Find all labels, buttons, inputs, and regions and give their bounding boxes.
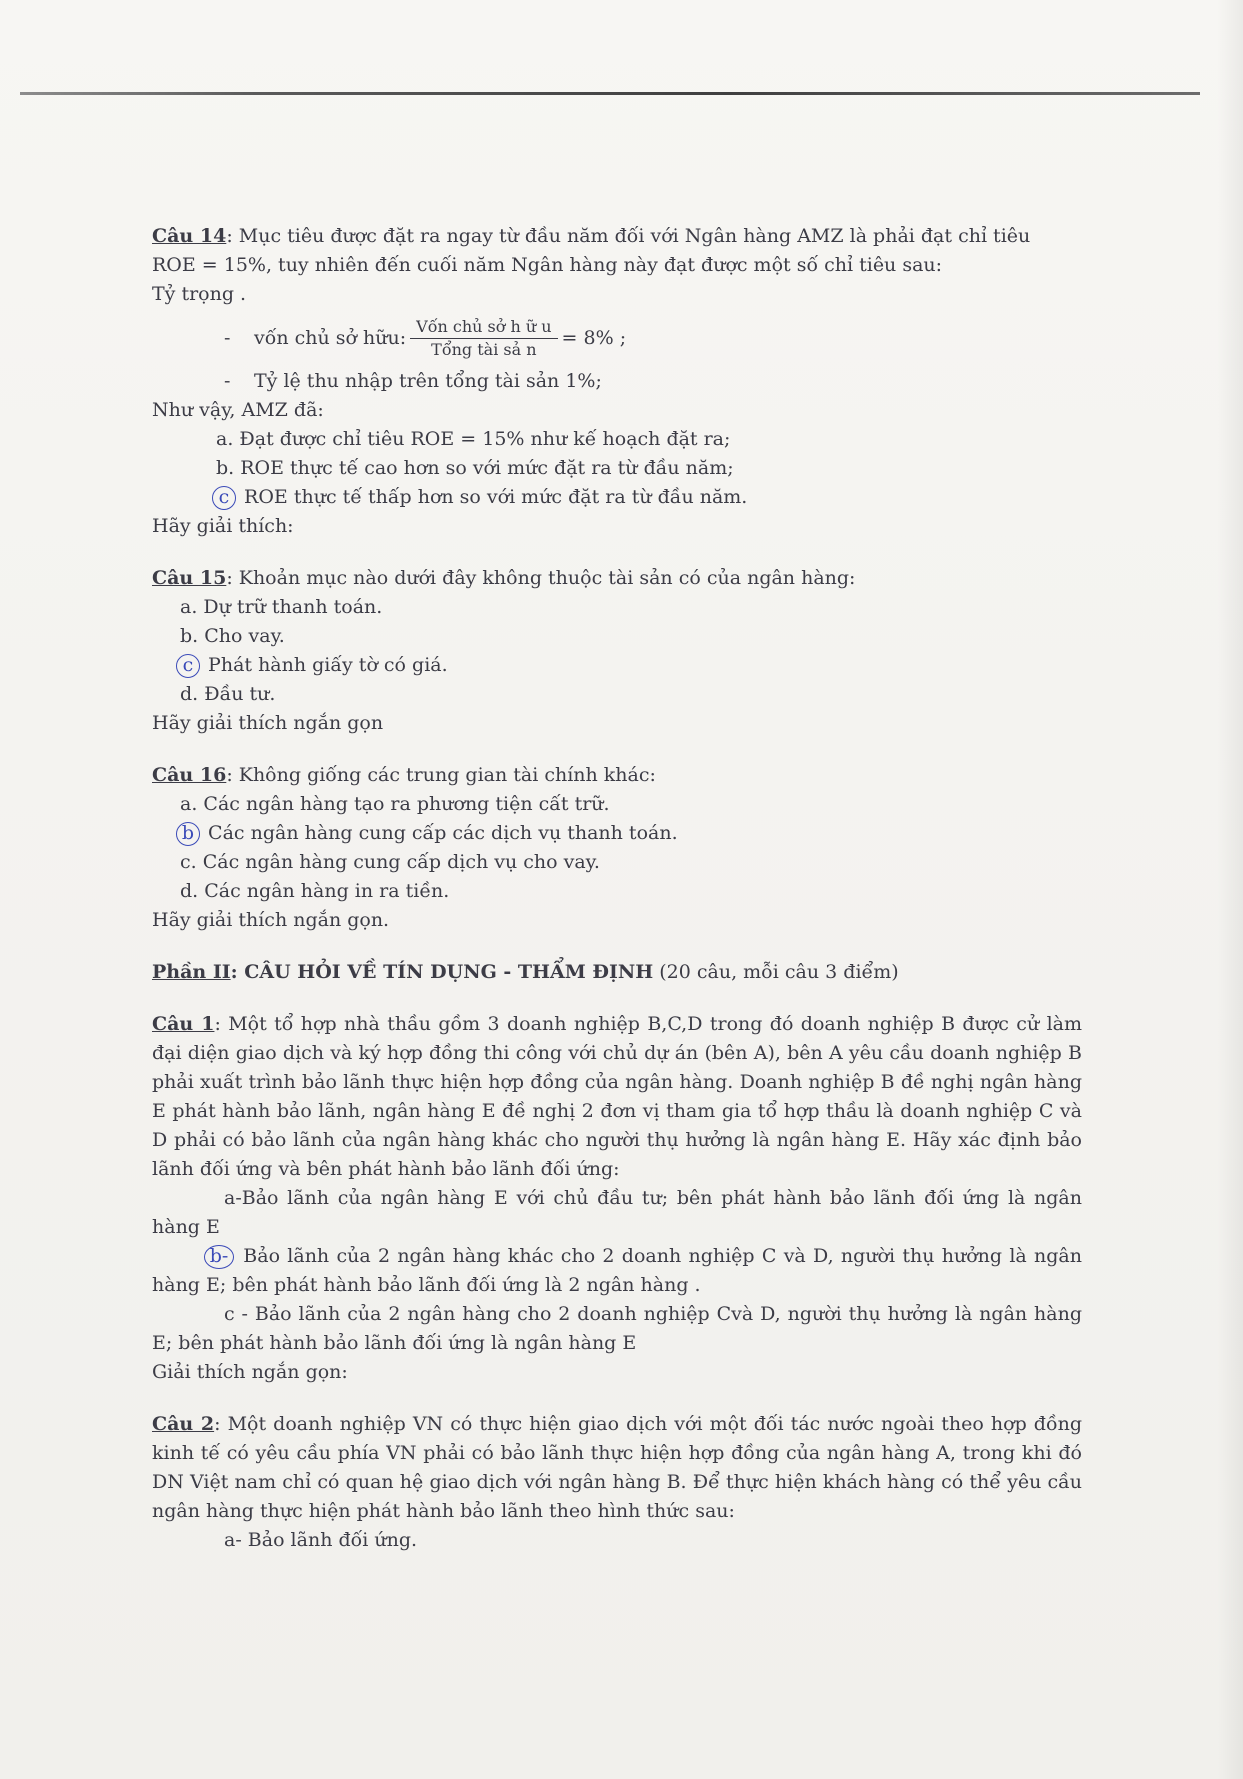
answer-option: c - Bảo lãnh của 2 ngân hàng cho 2 doanh nghiệp Cvà D, người thụ hưởng là ngân hàng E; bên phát hành bảo lãnh đối ứng là ngân hàng E xyxy=(152,1303,1082,1354)
question-15 xyxy=(152,564,1082,738)
scan-edge-shade xyxy=(1217,0,1243,1779)
fraction-denominator: Tổng tài sả n xyxy=(431,339,537,359)
formula-row: - vốn chủ sở hữu: $\frac{\text{Vốn chủ sở h ữ u}}{\text{Tổng tài sả n}}$ = 8% ; xyxy=(224,316,627,359)
circled-answer-mark: b- xyxy=(204,1245,234,1269)
question-label: Câu 1 xyxy=(152,1013,215,1035)
question-intro: : Mục tiêu được đặt ra ngay từ đầu năm đối với Ngân hàng AMZ là phải đạt chỉ tiêu xyxy=(226,225,1031,247)
section-heading: Phần II: CÂU HỎI VỀ TÍN DỤNG - THẨM ĐỊNH (20 câu, mỗi câu 3 điểm) xyxy=(152,961,899,983)
question-intro-line: ROE = 15%, tuy nhiên đến cuối năm Ngân hàng này đạt được một số chỉ tiêu sau: xyxy=(152,254,943,276)
question-body: : Một doanh nghiệp VN có thực hiện giao dịch với một đối tác nước ngoài theo hợp đồng kinh tế có yêu cầu phía VN phải có bảo lãnh thực hiện hợp đồng của ngân hàng A, trong khi đó DN Việt nam chỉ có quan hệ giao dịch với ngân hàng B. Để thực hiện khách hàng có thể yêu cầu ngân hàng thực hiện phát hành bảo lãnh theo hình thức sau: xyxy=(152,1413,1082,1522)
answer-option-selected: b- Bảo lãnh của 2 ngân hàng khác cho 2 doanh nghiệp C và D, người thụ hưởng là ngân hàng E; bên phát hành bảo lãnh đối ứng là 2 ngân hàng . xyxy=(152,1245,1082,1296)
question-16 xyxy=(152,761,1082,935)
circled-answer-mark: b xyxy=(176,822,200,846)
header-rule xyxy=(20,92,1200,95)
answer-option: c. Các ngân hàng cung cấp dịch vụ cho vay. xyxy=(180,851,600,873)
explain-prompt: Hãy giải thích: xyxy=(152,515,294,537)
answer-option: a. Các ngân hàng tạo ra phương tiện cất trữ. xyxy=(180,793,610,815)
explain-prompt: Giải thích ngắn gọn: xyxy=(152,1361,348,1383)
circled-answer-mark: c xyxy=(212,486,236,510)
question-intro: : Khoản mục nào dưới đây không thuộc tài sản có của ngân hàng: xyxy=(226,567,856,589)
answer-option: a. Đạt được chỉ tiêu ROE = 15% như kế hoạch đặt ra; xyxy=(216,428,731,450)
document-body xyxy=(152,222,1082,1555)
fraction xyxy=(410,316,557,361)
answer-option: a. Dự trữ thanh toán. xyxy=(180,596,383,618)
fraction-numerator: Vốn chủ sở h ữ u xyxy=(410,316,557,339)
circled-answer-mark: c xyxy=(176,654,200,678)
list-item: Tỷ lệ thu nhập trên tổng tài sản 1%; xyxy=(254,370,602,392)
answer-option: d. Các ngân hàng in ra tiền. xyxy=(180,880,450,902)
answer-option-selected: c Phát hành giấy tờ có giá. xyxy=(152,651,1082,680)
answer-option-selected: c ROE thực tế thấp hơn so với mức đặt ra từ đầu năm. xyxy=(152,483,1082,512)
answer-option: a- Bảo lãnh đối ứng. xyxy=(224,1529,418,1551)
question-intro-line: Tỷ trọng . xyxy=(152,283,247,305)
formula-suffix: = 8% ; xyxy=(561,326,627,349)
question-body: : Một tổ hợp nhà thầu gồm 3 doanh nghiệp B,C,D trong đó doanh nghiệp B được cử làm đại diện giao dịch và ký hợp đồng thi công với chủ dự án (bên A), bên A yêu cầu doanh nghiệp B phải xuất trình bảo lãnh thực hiện hợp đồng của ngân hàng. Doanh nghiệp B đề nghị ngân hàng E phát hành bảo lãnh, ngân hàng E đề nghị 2 đơn vị tham gia tổ hợp thầu là doanh nghiệp C và D phải có bảo lãnh của ngân hàng khác cho người thụ hưởng là ngân hàng E. Hãy xác định bảo lãnh đối ứng và bên phát hành bảo lãnh đối ứng: xyxy=(152,1013,1082,1180)
explain-prompt: Hãy giải thích ngắn gọn. xyxy=(152,909,390,931)
question-14: Câu 14: Mục tiêu được đặt ra ngay từ đầu năm đối với Ngân hàng AMZ là phải đạt chỉ tiêu ROE = 15%, tuy nhiên đến cuối năm Ngân hàng này đạt được một số chỉ tiêu sau: Tỷ trọng . - vốn chủ sở hữu: $\frac{\text{Vốn chủ sở h ữ u}}{\text{Tổng tài sả n}}$ = 8% ; - Tỷ lệ thu nhập trên tổng tài sản 1%; Như vậy, AMZ đã: a. Đạt được chỉ tiêu ROE = 15% như kế hoạch đặt ra; b. ROE thực tế cao hơn so với mức đặt ra từ đầu năm; c ROE thực tế thấp hơn so với mức đặt ra từ đầu năm. Hãy giải thích: xyxy=(152,222,1082,541)
answer-option: a-Bảo lãnh của ngân hàng E với chủ đầu tư; bên phát hành bảo lãnh đối ứng là ngân hàng E xyxy=(152,1187,1082,1238)
question-label: Câu 16 xyxy=(152,764,227,786)
answer-option: b. ROE thực tế cao hơn so với mức đặt ra từ đầu năm; xyxy=(216,457,734,479)
section2-question-2 xyxy=(152,1410,1082,1555)
explain-prompt: Hãy giải thích ngắn gọn xyxy=(152,712,384,734)
question-intro: : Không giống các trung gian tài chính khác: xyxy=(226,764,656,786)
formula-prefix: vốn chủ sở hữu: xyxy=(254,326,407,349)
answer-option: d. Đầu tư. xyxy=(180,683,276,705)
question-label: Câu 2 xyxy=(152,1413,215,1435)
answer-option: b. Cho vay. xyxy=(180,625,285,647)
question-label: Câu 14 xyxy=(152,225,227,247)
section2-question-1 xyxy=(152,1010,1082,1387)
question-label: Câu 15 xyxy=(152,567,227,589)
answer-option-selected: b Các ngân hàng cung cấp các dịch vụ thanh toán. xyxy=(152,819,1082,848)
conclusion-line: Như vậy, AMZ đã: xyxy=(152,399,324,421)
